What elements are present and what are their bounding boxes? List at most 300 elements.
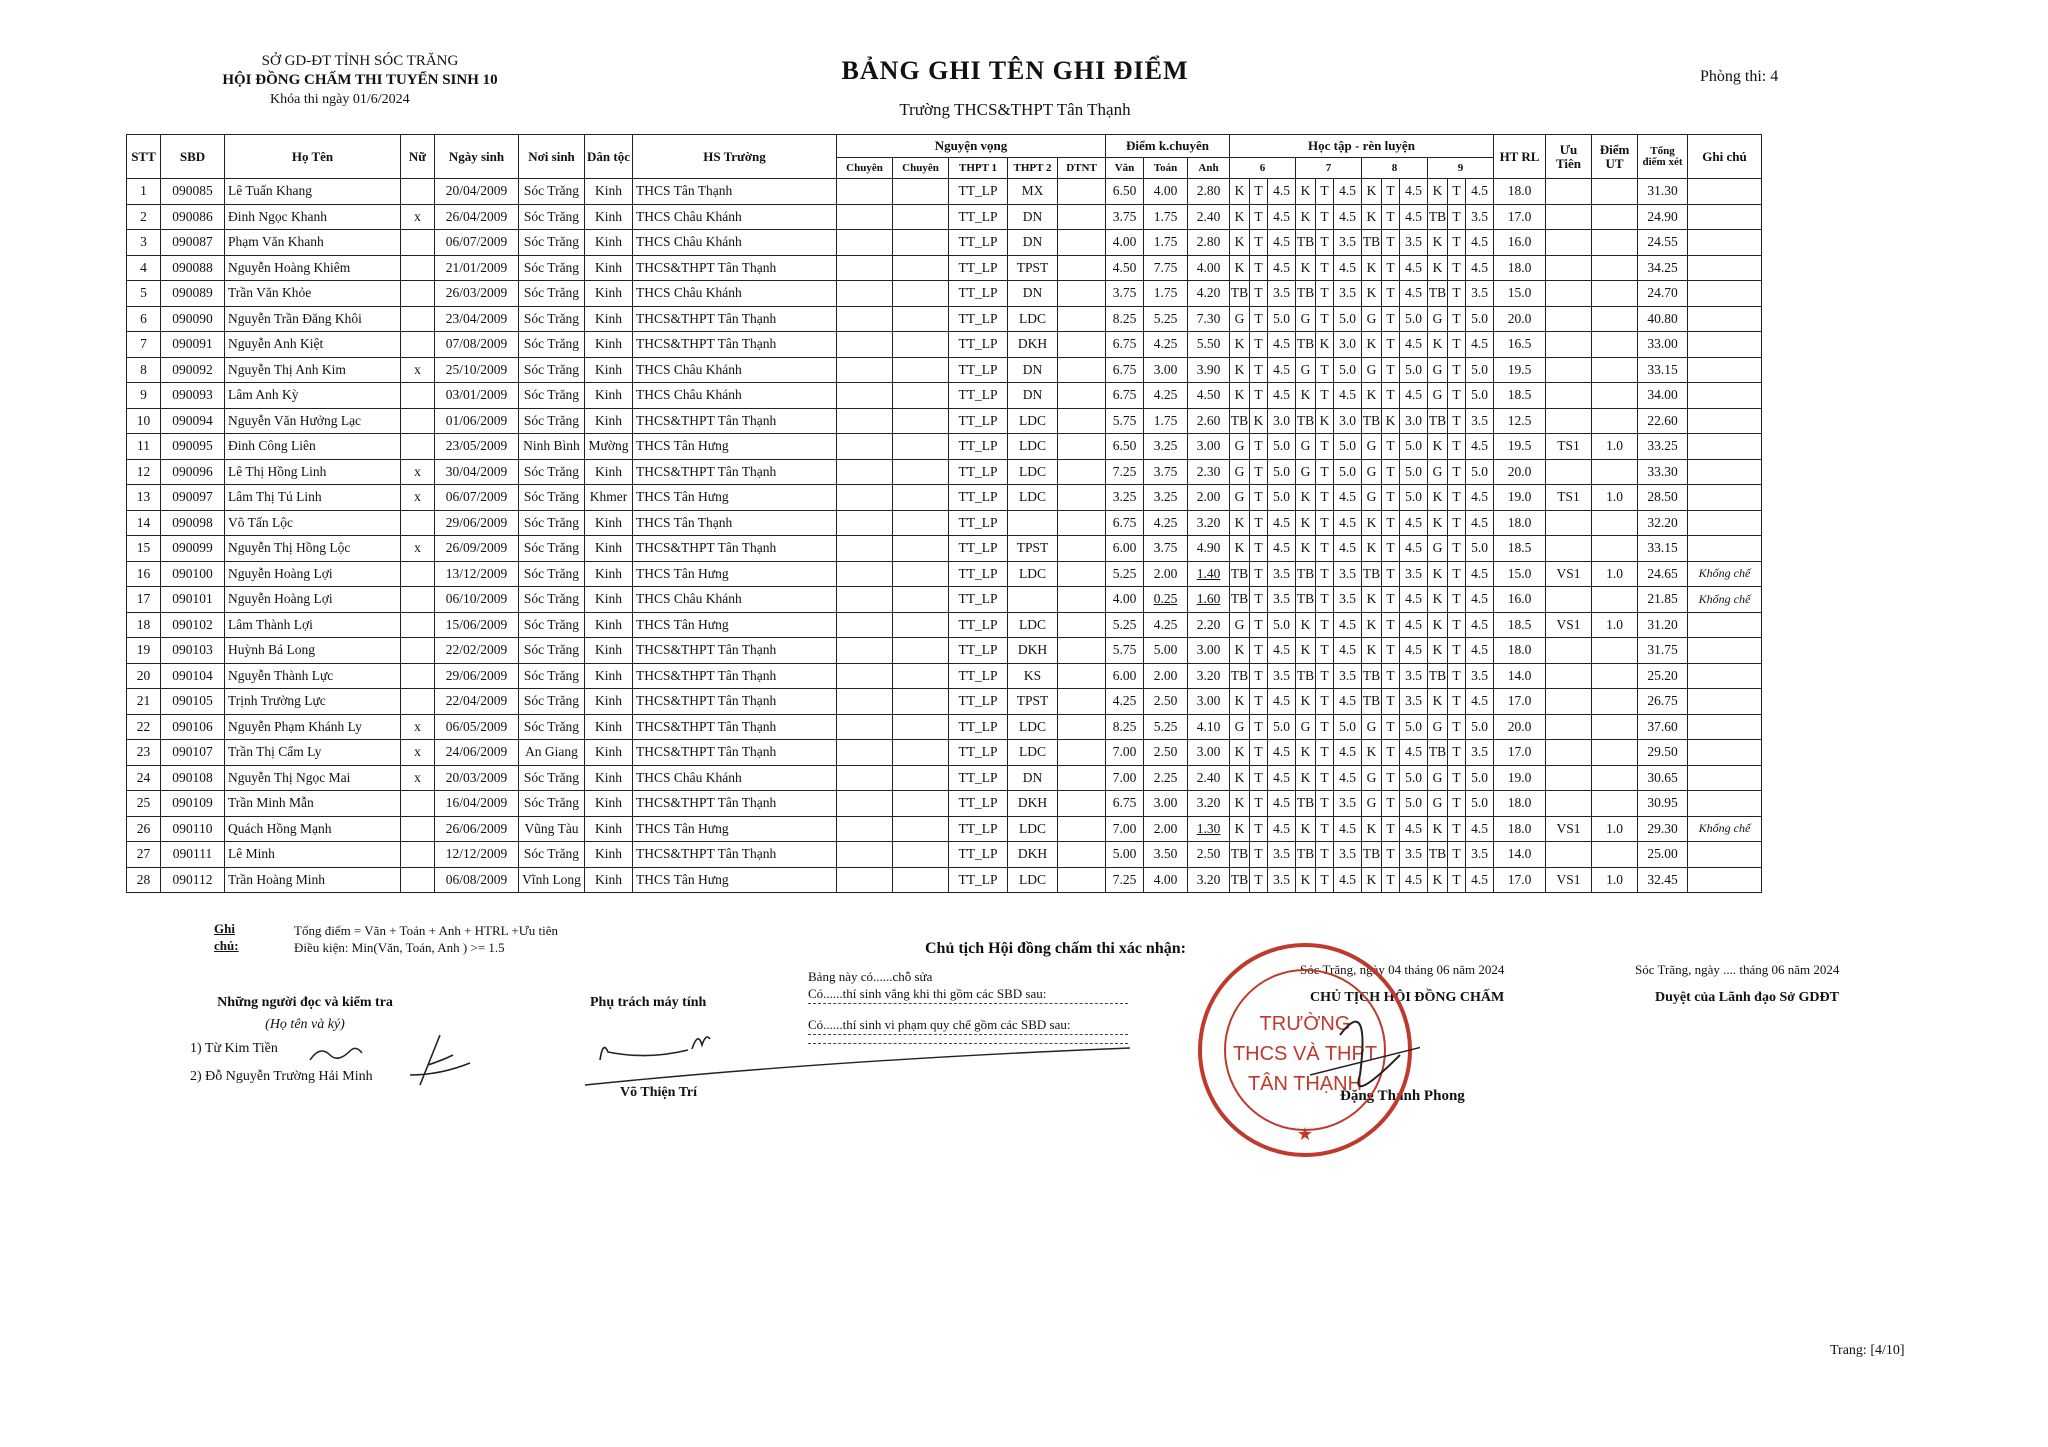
cell-school: THCS Châu Khánh <box>633 383 837 409</box>
table-row <box>127 816 1762 842</box>
cell-stt: 3 <box>127 230 161 256</box>
cell-chuyen-2 <box>893 510 949 536</box>
cell-sbd: 090087 <box>161 230 225 256</box>
cell-study-4: T <box>1316 765 1334 791</box>
cell-chuyen-1 <box>837 765 893 791</box>
svg-text:★: ★ <box>1296 1124 1314 1144</box>
cell-birthplace: Sóc Trăng <box>519 485 585 511</box>
cell-birthplace: Sóc Trăng <box>519 332 585 358</box>
col-chuyen-1: Chuyên <box>837 158 893 179</box>
cell-dtnt <box>1058 357 1106 383</box>
cell-name: Nguyễn Thị Anh Kim <box>225 357 401 383</box>
cell-note <box>1688 612 1762 638</box>
cell-study-3: TB <box>1296 332 1316 358</box>
cell-study-10: T <box>1448 510 1466 536</box>
cell-toan: 5.25 <box>1144 714 1188 740</box>
cell-note <box>1688 485 1762 511</box>
page-number: Trang: [4/10] <box>1830 1343 1905 1358</box>
cell-female: x <box>401 714 435 740</box>
cell-total: 30.95 <box>1638 791 1688 817</box>
cell-birthplace: Sóc Trăng <box>519 791 585 817</box>
cell-chuyen-1 <box>837 638 893 664</box>
cell-study-0: G <box>1230 306 1250 332</box>
cell-chuyen-1 <box>837 714 893 740</box>
cell-study-4: T <box>1316 561 1334 587</box>
cell-htrl: 15.0 <box>1494 281 1546 307</box>
cell-dob: 29/06/2009 <box>435 663 519 689</box>
cell-diemut: 1.0 <box>1592 561 1638 587</box>
cell-study-8: 4.5 <box>1400 179 1428 205</box>
cell-study-6: K <box>1362 383 1382 409</box>
col-wish-group: Nguyện vọng <box>837 135 1106 158</box>
cell-study-9: TB <box>1428 842 1448 868</box>
cell-study-2: 4.5 <box>1268 204 1296 230</box>
table-row <box>127 689 1762 715</box>
cell-sbd: 090109 <box>161 791 225 817</box>
cell-study-4: T <box>1316 714 1334 740</box>
cell-sbd: 090090 <box>161 306 225 332</box>
cell-dtnt <box>1058 510 1106 536</box>
cell-study-9: TB <box>1428 204 1448 230</box>
cell-stt: 8 <box>127 357 161 383</box>
cell-thpt-2: DN <box>1008 357 1058 383</box>
cell-diemut: 1.0 <box>1592 816 1638 842</box>
cell-van: 6.75 <box>1106 383 1144 409</box>
cell-study-0: TB <box>1230 408 1250 434</box>
cell-dob: 06/05/2009 <box>435 714 519 740</box>
cell-study-10: T <box>1448 459 1466 485</box>
cell-anh: 2.20 <box>1188 612 1230 638</box>
cell-study-4: T <box>1316 663 1334 689</box>
cell-study-0: K <box>1230 255 1250 281</box>
cell-study-10: T <box>1448 485 1466 511</box>
cell-htrl: 18.5 <box>1494 612 1546 638</box>
cell-htrl: 14.0 <box>1494 842 1546 868</box>
cell-study-5: 5.0 <box>1334 714 1362 740</box>
cell-uutien <box>1546 357 1592 383</box>
cell-study-7: T <box>1382 230 1400 256</box>
cell-study-6: K <box>1362 281 1382 307</box>
cell-diemut <box>1592 638 1638 664</box>
cell-chuyen-2 <box>893 867 949 893</box>
cell-stt: 1 <box>127 179 161 205</box>
cell-sbd: 090111 <box>161 842 225 868</box>
cell-htrl: 17.0 <box>1494 204 1546 230</box>
cell-study-9: K <box>1428 510 1448 536</box>
cell-ethnic: Kinh <box>585 408 633 434</box>
cell-name: Trần Hoàng Minh <box>225 867 401 893</box>
cell-dtnt <box>1058 638 1106 664</box>
cell-ethnic: Kinh <box>585 281 633 307</box>
cell-study-3: G <box>1296 459 1316 485</box>
col-dtnt: DTNT <box>1058 158 1106 179</box>
cell-diemut <box>1592 383 1638 409</box>
cell-dob: 23/04/2009 <box>435 306 519 332</box>
cell-van: 4.00 <box>1106 587 1144 613</box>
cell-anh: 2.60 <box>1188 408 1230 434</box>
cell-anh: 2.40 <box>1188 765 1230 791</box>
cell-sbd: 090105 <box>161 689 225 715</box>
cell-study-9: G <box>1428 714 1448 740</box>
cell-study-7: T <box>1382 791 1400 817</box>
cell-study-0: K <box>1230 510 1250 536</box>
cell-study-3: K <box>1296 612 1316 638</box>
cell-thpt-2: TPST <box>1008 536 1058 562</box>
cell-thpt-1: TT_LP <box>949 408 1008 434</box>
cell-study-11: 4.5 <box>1466 587 1494 613</box>
cell-chuyen-2 <box>893 230 949 256</box>
cell-van: 5.00 <box>1106 842 1144 868</box>
cell-study-4: T <box>1316 612 1334 638</box>
cell-study-10: T <box>1448 332 1466 358</box>
cell-study-8: 4.5 <box>1400 383 1428 409</box>
cell-chuyen-1 <box>837 383 893 409</box>
cell-study-9: TB <box>1428 281 1448 307</box>
cell-dob: 26/09/2009 <box>435 536 519 562</box>
cell-htrl: 20.0 <box>1494 714 1546 740</box>
cell-birthplace: Sóc Trăng <box>519 230 585 256</box>
cell-thpt-1: TT_LP <box>949 179 1008 205</box>
cell-female <box>401 408 435 434</box>
cell-study-9: K <box>1428 587 1448 613</box>
col-htrl: HT RL <box>1494 135 1546 179</box>
cell-study-4: T <box>1316 536 1334 562</box>
approval-date: Sóc Trăng, ngày .... tháng 06 năm 2024 <box>1635 962 1840 977</box>
cell-birthplace: Sóc Trăng <box>519 612 585 638</box>
table-row <box>127 867 1762 893</box>
cell-ethnic: Kinh <box>585 587 633 613</box>
cell-note: Khống chế <box>1688 561 1762 587</box>
cell-name: Đinh Công Liên <box>225 434 401 460</box>
cell-ethnic: Kinh <box>585 638 633 664</box>
cell-study-0: TB <box>1230 663 1250 689</box>
col-stt: STT <box>127 135 161 179</box>
cell-toan: 2.00 <box>1144 816 1188 842</box>
cell-uutien <box>1546 765 1592 791</box>
cell-sbd: 090103 <box>161 638 225 664</box>
cell-study-6: G <box>1362 434 1382 460</box>
cell-study-8: 5.0 <box>1400 714 1428 740</box>
cell-dob: 06/07/2009 <box>435 230 519 256</box>
cell-uutien <box>1546 663 1592 689</box>
cell-chuyen-2 <box>893 383 949 409</box>
cell-thpt-1: TT_LP <box>949 204 1008 230</box>
cell-toan: 2.00 <box>1144 663 1188 689</box>
cell-thpt-2 <box>1008 587 1058 613</box>
cell-note: Khống chế <box>1688 816 1762 842</box>
cell-sbd: 090102 <box>161 612 225 638</box>
cell-dob: 13/12/2009 <box>435 561 519 587</box>
cell-van: 3.75 <box>1106 281 1144 307</box>
exam-date: Khóa thi ngày 01/6/2024 <box>270 92 410 107</box>
cell-chuyen-2 <box>893 179 949 205</box>
cell-study-10: T <box>1448 434 1466 460</box>
cell-birthplace: Sóc Trăng <box>519 306 585 332</box>
cell-study-1: T <box>1250 587 1268 613</box>
cell-uutien: VS1 <box>1546 816 1592 842</box>
cell-study-3: G <box>1296 434 1316 460</box>
cell-htrl: 18.5 <box>1494 383 1546 409</box>
cell-school: THCS&THPT Tân Thạnh <box>633 638 837 664</box>
cell-chuyen-2 <box>893 714 949 740</box>
cell-stt: 18 <box>127 612 161 638</box>
cell-stt: 2 <box>127 204 161 230</box>
cell-total: 33.15 <box>1638 357 1688 383</box>
table-row <box>127 842 1762 868</box>
cell-dob: 01/06/2009 <box>435 408 519 434</box>
cell-ethnic: Kinh <box>585 561 633 587</box>
cell-chuyen-1 <box>837 179 893 205</box>
cell-note <box>1688 383 1762 409</box>
cell-study-8: 4.5 <box>1400 816 1428 842</box>
cell-study-2: 4.5 <box>1268 230 1296 256</box>
cell-dtnt <box>1058 536 1106 562</box>
cell-total: 25.00 <box>1638 842 1688 868</box>
cell-toan: 3.00 <box>1144 357 1188 383</box>
cell-ethnic: Kinh <box>585 383 633 409</box>
cell-study-1: T <box>1250 434 1268 460</box>
cell-ethnic: Kinh <box>585 357 633 383</box>
cell-thpt-2: TPST <box>1008 689 1058 715</box>
cell-name: Nguyễn Thành Lực <box>225 663 401 689</box>
cell-chuyen-1 <box>837 561 893 587</box>
cell-thpt-2: LDC <box>1008 459 1058 485</box>
cell-chuyen-2 <box>893 587 949 613</box>
cell-diemut <box>1592 357 1638 383</box>
cell-sbd: 090088 <box>161 255 225 281</box>
cell-study-2: 3.5 <box>1268 587 1296 613</box>
cell-toan: 0.25 <box>1144 587 1188 613</box>
cell-school: THCS Châu Khánh <box>633 230 837 256</box>
cell-study-1: T <box>1250 740 1268 766</box>
cell-birthplace: An Giang <box>519 740 585 766</box>
cell-total: 32.20 <box>1638 510 1688 536</box>
cell-study-3: K <box>1296 816 1316 842</box>
cell-study-4: T <box>1316 383 1334 409</box>
cell-study-3: K <box>1296 740 1316 766</box>
table-row <box>127 434 1762 460</box>
cell-study-10: T <box>1448 689 1466 715</box>
col-grade-7: 7 <box>1296 158 1362 179</box>
cell-note <box>1688 689 1762 715</box>
cell-study-5: 4.5 <box>1334 536 1362 562</box>
col-sbd: SBD <box>161 135 225 179</box>
cell-dtnt <box>1058 612 1106 638</box>
cell-study-1: T <box>1250 612 1268 638</box>
cell-total: 34.00 <box>1638 383 1688 409</box>
cell-school: THCS Tân Hưng <box>633 612 837 638</box>
cell-study-5: 3.0 <box>1334 408 1362 434</box>
cell-study-3: TB <box>1296 281 1316 307</box>
cell-study-4: T <box>1316 867 1334 893</box>
cell-name: Lê Thị Hồng Linh <box>225 459 401 485</box>
cell-study-11: 4.5 <box>1466 332 1494 358</box>
cell-study-7: T <box>1382 740 1400 766</box>
cell-ethnic: Kinh <box>585 230 633 256</box>
cell-study-2: 4.5 <box>1268 510 1296 536</box>
cell-study-5: 4.5 <box>1334 740 1362 766</box>
score-table <box>126 134 1762 893</box>
cell-toan: 3.25 <box>1144 434 1188 460</box>
cell-thpt-1: TT_LP <box>949 383 1008 409</box>
cell-stt: 15 <box>127 536 161 562</box>
cell-note <box>1688 281 1762 307</box>
cell-sbd: 090100 <box>161 561 225 587</box>
cell-stt: 27 <box>127 842 161 868</box>
cell-toan: 3.50 <box>1144 842 1188 868</box>
table-row <box>127 332 1762 358</box>
table-row <box>127 281 1762 307</box>
cell-toan: 7.75 <box>1144 255 1188 281</box>
cell-htrl: 20.0 <box>1494 459 1546 485</box>
cell-study-4: T <box>1316 255 1334 281</box>
cell-female <box>401 281 435 307</box>
cell-stt: 20 <box>127 663 161 689</box>
cell-study-4: T <box>1316 459 1334 485</box>
cell-birthplace: Sóc Trăng <box>519 204 585 230</box>
cell-note <box>1688 357 1762 383</box>
cell-study-9: K <box>1428 689 1448 715</box>
cell-study-8: 4.5 <box>1400 867 1428 893</box>
cell-chuyen-2 <box>893 332 949 358</box>
cell-study-10: T <box>1448 561 1466 587</box>
cell-anh: 3.00 <box>1188 434 1230 460</box>
cell-study-0: K <box>1230 383 1250 409</box>
cell-diemut <box>1592 740 1638 766</box>
cell-note <box>1688 230 1762 256</box>
cell-study-0: K <box>1230 791 1250 817</box>
cell-note <box>1688 765 1762 791</box>
cell-thpt-2: DKH <box>1008 638 1058 664</box>
table-row <box>127 740 1762 766</box>
cell-birthplace: Sóc Trăng <box>519 179 585 205</box>
cell-study-8: 4.5 <box>1400 536 1428 562</box>
cell-study-3: K <box>1296 485 1316 511</box>
cell-study-0: K <box>1230 638 1250 664</box>
cell-chuyen-1 <box>837 510 893 536</box>
cell-study-11: 4.5 <box>1466 510 1494 536</box>
cell-sbd: 090089 <box>161 281 225 307</box>
cell-study-5: 3.5 <box>1334 561 1362 587</box>
cell-name: Nguyễn Hoàng Khiêm <box>225 255 401 281</box>
cell-uutien <box>1546 740 1592 766</box>
cell-chuyen-2 <box>893 816 949 842</box>
cell-study-2: 4.5 <box>1268 689 1296 715</box>
cell-birthplace: Sóc Trăng <box>519 536 585 562</box>
cell-name: Võ Tấn Lộc <box>225 510 401 536</box>
cell-study-5: 4.5 <box>1334 485 1362 511</box>
cell-study-0: K <box>1230 179 1250 205</box>
cell-note <box>1688 332 1762 358</box>
cell-study-9: TB <box>1428 408 1448 434</box>
cell-ethnic: Kinh <box>585 459 633 485</box>
cell-study-2: 5.0 <box>1268 306 1296 332</box>
cell-uutien: VS1 <box>1546 612 1592 638</box>
cell-note <box>1688 791 1762 817</box>
cell-total: 24.70 <box>1638 281 1688 307</box>
cell-dob: 29/06/2009 <box>435 510 519 536</box>
cell-study-0: TB <box>1230 587 1250 613</box>
cell-dtnt <box>1058 842 1106 868</box>
cell-chuyen-2 <box>893 638 949 664</box>
cell-study-10: T <box>1448 306 1466 332</box>
cell-ethnic: Kinh <box>585 255 633 281</box>
confirm-line-3: Có......thí sinh vi phạm quy chế gồm các SBD sau: <box>808 1016 1128 1035</box>
cell-htrl: 18.0 <box>1494 791 1546 817</box>
cell-chuyen-1 <box>837 408 893 434</box>
cell-study-11: 5.0 <box>1466 791 1494 817</box>
cell-birthplace: Sóc Trăng <box>519 510 585 536</box>
cell-uutien <box>1546 255 1592 281</box>
cell-stt: 6 <box>127 306 161 332</box>
cell-study-8: 5.0 <box>1400 306 1428 332</box>
cell-van: 7.25 <box>1106 459 1144 485</box>
cell-total: 30.65 <box>1638 765 1688 791</box>
cell-chuyen-2 <box>893 357 949 383</box>
cell-study-4: T <box>1316 587 1334 613</box>
cell-dtnt <box>1058 765 1106 791</box>
cell-stt: 10 <box>127 408 161 434</box>
confirm-dotted-line <box>808 1035 1128 1044</box>
cell-study-10: T <box>1448 612 1466 638</box>
cell-birthplace: Sóc Trăng <box>519 714 585 740</box>
cell-study-10: T <box>1448 816 1466 842</box>
cell-study-9: K <box>1428 332 1448 358</box>
cell-diemut <box>1592 510 1638 536</box>
cell-school: THCS&THPT Tân Thạnh <box>633 408 837 434</box>
cell-total: 33.15 <box>1638 536 1688 562</box>
cell-study-9: K <box>1428 230 1448 256</box>
cell-study-9: G <box>1428 765 1448 791</box>
cell-name: Đinh Ngọc Khanh <box>225 204 401 230</box>
cell-van: 3.25 <box>1106 485 1144 511</box>
cell-sbd: 090096 <box>161 459 225 485</box>
cell-study-4: K <box>1316 408 1334 434</box>
cell-van: 6.50 <box>1106 179 1144 205</box>
cell-study-2: 3.5 <box>1268 867 1296 893</box>
cell-study-4: T <box>1316 689 1334 715</box>
score-table-body <box>127 179 1762 893</box>
cell-study-3: G <box>1296 714 1316 740</box>
cell-thpt-2: LDC <box>1008 867 1058 893</box>
cell-htrl: 16.5 <box>1494 332 1546 358</box>
cell-van: 6.75 <box>1106 791 1144 817</box>
cell-dtnt <box>1058 332 1106 358</box>
svg-text:TÂN THẠNH: TÂN THẠNH <box>1247 1073 1363 1095</box>
cell-anh: 4.90 <box>1188 536 1230 562</box>
cell-stt: 28 <box>127 867 161 893</box>
cell-study-6: TB <box>1362 561 1382 587</box>
cell-sbd: 090094 <box>161 408 225 434</box>
cell-study-1: K <box>1250 408 1268 434</box>
cell-sbd: 090093 <box>161 383 225 409</box>
cell-study-11: 4.5 <box>1466 816 1494 842</box>
cell-study-10: T <box>1448 791 1466 817</box>
cell-study-10: T <box>1448 867 1466 893</box>
cell-study-8: 4.5 <box>1400 204 1428 230</box>
cell-study-4: T <box>1316 230 1334 256</box>
cell-study-4: T <box>1316 281 1334 307</box>
cell-female: x <box>401 459 435 485</box>
cell-uutien <box>1546 281 1592 307</box>
cell-study-5: 4.5 <box>1334 867 1362 893</box>
cell-thpt-2: DKH <box>1008 842 1058 868</box>
cell-total: 24.90 <box>1638 204 1688 230</box>
cell-study-1: T <box>1250 332 1268 358</box>
cell-study-6: K <box>1362 255 1382 281</box>
cell-diemut <box>1592 714 1638 740</box>
cell-study-5: 5.0 <box>1334 357 1362 383</box>
